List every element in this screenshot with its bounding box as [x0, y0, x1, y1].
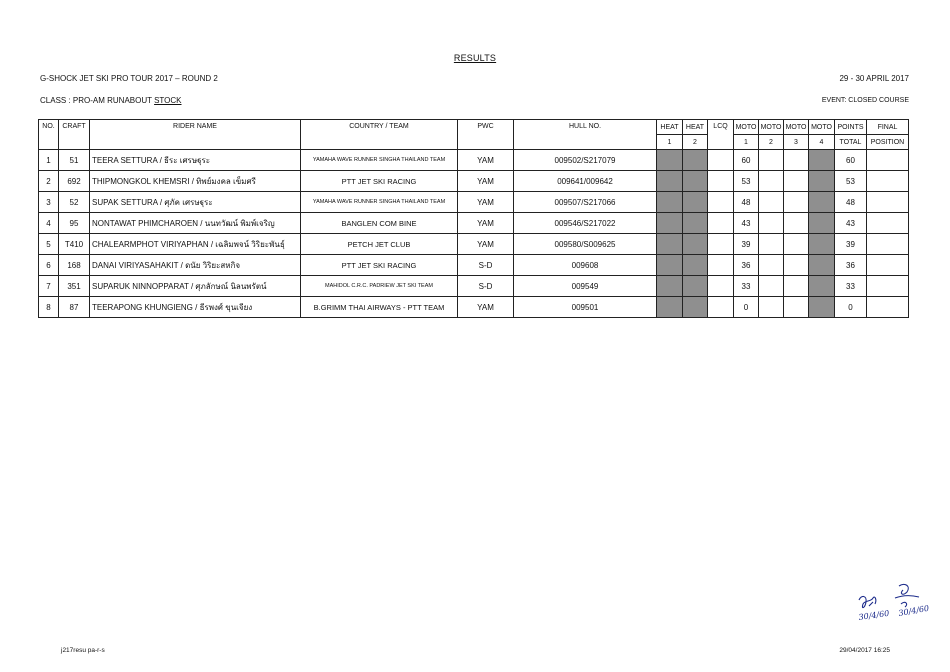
cell-final	[867, 255, 909, 276]
cell-moto1: 39	[734, 234, 759, 255]
cell-craft: 87	[59, 297, 90, 318]
col-team-header: COUNTRY / TEAM	[301, 120, 458, 150]
cell-points: 48	[835, 192, 867, 213]
cell-no: 6	[39, 255, 59, 276]
cell-craft: 95	[59, 213, 90, 234]
cell-heat1	[657, 276, 683, 297]
col-final-subheader: POSITION	[867, 135, 909, 150]
cell-pwc: YAM	[458, 171, 514, 192]
cell-moto2	[759, 276, 784, 297]
cell-moto3	[784, 192, 809, 213]
cell-final	[867, 150, 909, 171]
signature-date-1: 30/4/60	[858, 608, 890, 622]
cell-rider: TEERAPONG KHUNGIENG / ธีรพงศ์ ขุนเจียง	[90, 297, 301, 318]
cell-team: PETCH JET CLUB	[301, 234, 458, 255]
cell-heat2	[683, 276, 708, 297]
cell-lcq	[708, 213, 734, 234]
cell-moto3	[784, 150, 809, 171]
col-points-header: POINTS	[835, 120, 867, 135]
cell-final	[867, 192, 909, 213]
cell-pwc: YAM	[458, 150, 514, 171]
results-title: RESULTS	[453, 53, 497, 63]
cell-heat2	[683, 297, 708, 318]
class-prefix: CLASS : PRO-AM RUNABOUT	[40, 96, 155, 105]
cell-pwc: YAM	[458, 213, 514, 234]
col-moto2-subheader: 2	[759, 135, 784, 150]
cell-moto2	[759, 150, 784, 171]
cell-moto1: 0	[734, 297, 759, 318]
cell-moto3	[784, 234, 809, 255]
cell-moto2	[759, 255, 784, 276]
cell-hull: 009501	[514, 297, 657, 318]
cell-heat2	[683, 213, 708, 234]
cell-hull: 009549	[514, 276, 657, 297]
cell-pwc: S-D	[458, 276, 514, 297]
col-moto2-header: MOTO	[759, 120, 784, 135]
cell-heat2	[683, 192, 708, 213]
cell-moto4	[809, 255, 835, 276]
cell-moto3	[784, 276, 809, 297]
cell-rider: NONTAWAT PHIMCHAROEN / นนทวัฒน์ พิมพ์เจริญ	[90, 213, 301, 234]
cell-rider: SUPAK SETTURA / ศุภัค เศรษฐุระ	[90, 192, 301, 213]
cell-heat2	[683, 150, 708, 171]
cell-no: 2	[39, 171, 59, 192]
class-line	[40, 96, 182, 105]
cell-craft: T410	[59, 234, 90, 255]
cell-final	[867, 213, 909, 234]
cell-final	[867, 276, 909, 297]
cell-moto1: 36	[734, 255, 759, 276]
table-row	[39, 171, 909, 192]
cell-craft: 692	[59, 171, 90, 192]
cell-moto4	[809, 276, 835, 297]
col-moto1-subheader: 1	[734, 135, 759, 150]
table-row	[39, 276, 909, 297]
table-row	[39, 255, 909, 276]
col-moto3-subheader: 3	[784, 135, 809, 150]
cell-team: MAHIDOL C.R.C. PADRIEW JET SKI TEAM	[301, 276, 458, 297]
cell-heat1	[657, 171, 683, 192]
cell-no: 4	[39, 213, 59, 234]
cell-team: BANGLEN COM BINE	[301, 213, 458, 234]
cell-rider: DANAI VIRIYASAHAKIT / ดนัย วิริยะสหกิจ	[90, 255, 301, 276]
col-pwc-header: PWC	[458, 120, 514, 150]
event-type: EVENT: CLOSED COURSE	[821, 97, 909, 104]
table-row	[39, 297, 909, 318]
cell-moto1: 48	[734, 192, 759, 213]
event-date: 29 - 30 APRIL 2017	[839, 74, 909, 83]
cell-heat1	[657, 213, 683, 234]
cell-lcq	[708, 171, 734, 192]
cell-moto4	[809, 213, 835, 234]
cell-lcq	[708, 276, 734, 297]
cell-pwc: YAM	[458, 297, 514, 318]
cell-team: YAMAHA WAVE RUNNER SINGHA THAILAND TEAM	[301, 192, 458, 213]
table-row	[39, 213, 909, 234]
cell-moto3	[784, 171, 809, 192]
col-heat2-header: HEAT	[683, 120, 708, 135]
cell-moto4	[809, 171, 835, 192]
cell-final	[867, 234, 909, 255]
col-craft-header: CRAFT	[59, 120, 90, 150]
col-no-header: NO.	[39, 120, 59, 150]
col-moto4-subheader: 4	[809, 135, 835, 150]
cell-moto1: 60	[734, 150, 759, 171]
signature-date-2: 30/4/60	[897, 603, 930, 618]
cell-moto4	[809, 297, 835, 318]
cell-pwc: YAM	[458, 192, 514, 213]
col-moto4-header: MOTO	[809, 120, 835, 135]
cell-moto2	[759, 234, 784, 255]
cell-craft: 51	[59, 150, 90, 171]
cell-lcq	[708, 255, 734, 276]
cell-pwc: YAM	[458, 234, 514, 255]
cell-lcq	[708, 234, 734, 255]
cell-lcq	[708, 297, 734, 318]
col-final-header: FINAL	[867, 120, 909, 135]
cell-hull: 009507/S217066	[514, 192, 657, 213]
col-rider-header: RIDER NAME	[90, 120, 301, 150]
cell-craft: 351	[59, 276, 90, 297]
cell-moto1: 53	[734, 171, 759, 192]
cell-points: 39	[835, 234, 867, 255]
col-points-subheader: TOTAL	[835, 135, 867, 150]
cell-hull: 009608	[514, 255, 657, 276]
cell-moto4	[809, 150, 835, 171]
cell-heat1	[657, 255, 683, 276]
col-heat2-subheader: 2	[683, 135, 708, 150]
cell-points: 60	[835, 150, 867, 171]
cell-moto1: 43	[734, 213, 759, 234]
cell-rider: SUPARUK NINNOPPARAT / ศุภลักษณ์ นิลนพรัตน์	[90, 276, 301, 297]
table-row	[39, 234, 909, 255]
event-title: G-SHOCK JET SKI PRO TOUR 2017 – ROUND 2	[40, 74, 218, 83]
results-table	[38, 119, 909, 318]
cell-moto3	[784, 255, 809, 276]
cell-moto2	[759, 171, 784, 192]
footer-file-id: j217resu pa-r-s	[61, 647, 105, 654]
cell-moto4	[809, 234, 835, 255]
cell-hull: 009546/S217022	[514, 213, 657, 234]
cell-heat2	[683, 171, 708, 192]
col-moto1-header: MOTO	[734, 120, 759, 135]
cell-no: 7	[39, 276, 59, 297]
cell-no: 8	[39, 297, 59, 318]
cell-no: 1	[39, 150, 59, 171]
cell-no: 5	[39, 234, 59, 255]
cell-moto4	[809, 192, 835, 213]
cell-moto3	[784, 213, 809, 234]
cell-craft: 52	[59, 192, 90, 213]
class-stock: STOCK	[154, 96, 182, 105]
cell-team: PTT JET SKI RACING	[301, 255, 458, 276]
cell-team: B.GRIMM THAI AIRWAYS - PTT TEAM	[301, 297, 458, 318]
cell-points: 53	[835, 171, 867, 192]
cell-lcq	[708, 192, 734, 213]
cell-no: 3	[39, 192, 59, 213]
cell-final	[867, 171, 909, 192]
cell-points: 33	[835, 276, 867, 297]
cell-lcq	[708, 150, 734, 171]
cell-heat1	[657, 297, 683, 318]
results-body	[39, 150, 909, 318]
cell-pwc: S-D	[458, 255, 514, 276]
col-heat1-subheader: 1	[657, 135, 683, 150]
cell-points: 43	[835, 213, 867, 234]
cell-moto3	[784, 297, 809, 318]
cell-heat1	[657, 234, 683, 255]
cell-hull: 009502/S217079	[514, 150, 657, 171]
cell-moto1: 33	[734, 276, 759, 297]
cell-final	[867, 297, 909, 318]
cell-team: PTT JET SKI RACING	[301, 171, 458, 192]
col-heat1-header: HEAT	[657, 120, 683, 135]
cell-points: 0	[835, 297, 867, 318]
col-hull-header: HULL NO.	[514, 120, 657, 150]
cell-heat1	[657, 192, 683, 213]
cell-rider: CHALEARMPHOT VIRIYAPHAN / เฉลิมพจน์ วิริยะพันธุ์	[90, 234, 301, 255]
cell-hull: 009580/S009625	[514, 234, 657, 255]
table-row	[39, 150, 909, 171]
table-row	[39, 192, 909, 213]
cell-moto2	[759, 213, 784, 234]
cell-heat2	[683, 255, 708, 276]
cell-rider: TEERA SETTURA / ธีระ เศรษฐุระ	[90, 150, 301, 171]
cell-craft: 168	[59, 255, 90, 276]
cell-moto2	[759, 192, 784, 213]
cell-heat1	[657, 150, 683, 171]
cell-heat2	[683, 234, 708, 255]
col-moto3-header: MOTO	[784, 120, 809, 135]
col-lcq-header: LCQ	[708, 120, 734, 150]
cell-rider: THIPMONGKOL KHEMSRI / ทิพย์มงคล เข็มศรี	[90, 171, 301, 192]
cell-team: YAMAHA WAVE RUNNER SINGHA THAILAND TEAM	[301, 150, 458, 171]
cell-hull: 009641/009642	[514, 171, 657, 192]
cell-moto2	[759, 297, 784, 318]
cell-points: 36	[835, 255, 867, 276]
footer-timestamp: 29/04/2017 16:25	[839, 647, 890, 654]
official-signatures	[855, 580, 930, 630]
